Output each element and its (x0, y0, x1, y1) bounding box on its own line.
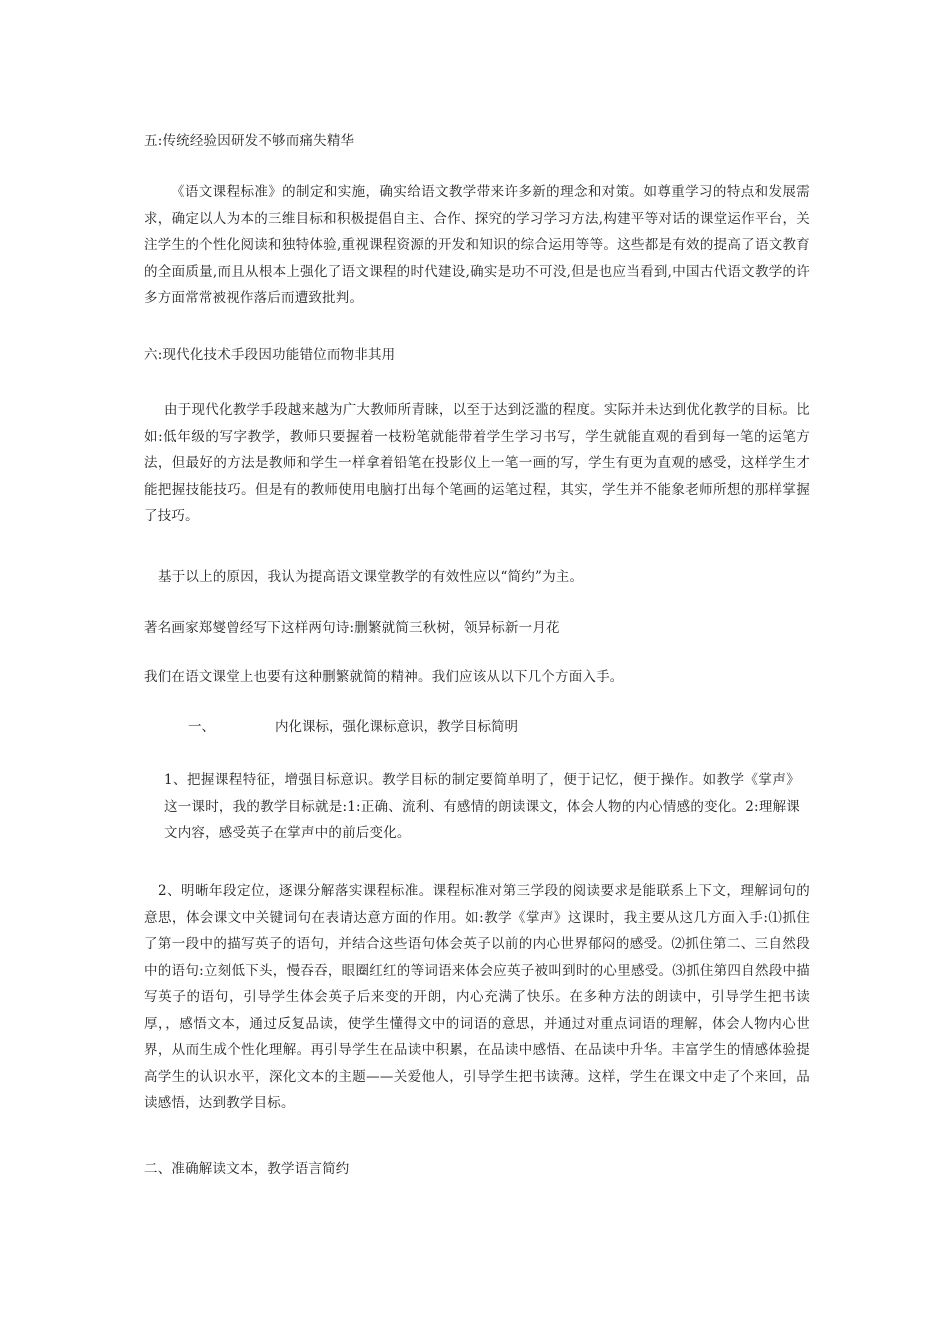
intro-line: 我们在语文课堂上也要有这种删繁就简的精神。我们应该从以下几个方面入手。 (144, 669, 624, 685)
section-paragraph-5: 《语文课程标准》的制定和实施，确实给语文教学带来许多新的理念和对策。如尊重学习的特点和发展需求，确定以人为本的三维目标和积极提倡自主、合作、探究的学习学习方法,构建平等对话的课堂运作平台，关注学生的个性化阅读和独特体验,重视课程资源的开发和知识的综合运用等等。这些都是有效的提高了语文教育的全面质量,而且从根本上强化了语文课程的时代建设,确实是功不可没,但是也应当看到,中国古代语文教学的许多方面常常被视作落后而遭致批判。 (144, 184, 810, 306)
part-2-heading: 二、准确解读文本，教学语言简约 (144, 1161, 350, 1177)
section-heading-5: 五:传统经验因研发不够而痛失精华 (144, 133, 355, 149)
point-1-paragraph: 1、把握课程特征，增强目标意识。教学目标的制定要简单明了，便于记忆，便于操作。如教学《掌声》这一课时，我的教学目标就是:1:正确、流利、有感情的朗读课文，体会人物的内心情感的变化。2:理解课文内容，感受英子在掌声中的前后变化。 (164, 772, 800, 841)
part-1-heading (144, 714, 810, 740)
part-1-number: 一、 (188, 719, 215, 735)
conclusion-line: 基于以上的原因，我认为提高语文课堂教学的有效性应以“简约”为主。 (158, 569, 584, 585)
section-heading-6: 六:现代化技术手段因功能错位而物非其用 (144, 347, 396, 363)
part-1-title: 内化课标，强化课标意识，教学目标简明 (275, 719, 518, 735)
point-2-paragraph: 2、明晰年段定位，逐课分解落实课程标准。课程标准对第三学段的阅读要求是能联系上下文，理解词句的意思，体会课文中关键词句在表请达意方面的作用。如:教学《掌声》这课时，我主要从这几方面入手:⑴抓住了第一段中的描写英子的语句，并结合这些语句体会英子以前的内心世界郁闷的感受。⑵抓住第二、三自然段中的语句:立刻低下头，慢吞吞，眼圈红红的等词语来体会应英子被叫到时的心里感受。⑶抓住第四自然段中描写英子的语句，引导学生体会英子后来变的开朗，内心充满了快乐。在多种方法的朗读中，引导学生把书读厚，，感悟文本，通过反复品读，使学生懂得文中的词语的意思，并通过对重点词语的理解，体会人物内心世界，从而生成个性化理解。再引导学生在品读中积累，在品读中感悟、在品读中升华。丰富学生的情感体验提高学生的认识水平，深化文本的主题——关爱他人，引导学生把书读薄。这样，学生在课文中走了个来回，品读感悟，达到教学目标。 (144, 883, 810, 1111)
poem-line: 著名画家郑燮曾经写下这样两句诗:删繁就简三秋树，领异标新一月花 (144, 620, 560, 636)
section-paragraph-6: 由于现代化教学手段越来越为广大教师所青睐，以至于达到泛滥的程度。实际并未达到优化教学的目标。比如:低年级的写字教学，教师只要握着一枝粉笔就能带着学生学习书写，学生就能直观的看到每一笔的运笔方法，但最好的方法是教师和学生一样拿着铅笔在投影仪上一笔一画的写，学生有更为直观的感受，这样学生才能把握技能技巧。但是有的教师使用电脑打出每个笔画的运笔过程，其实，学生并不能象老师所想的那样掌握了技巧。 (144, 402, 810, 524)
